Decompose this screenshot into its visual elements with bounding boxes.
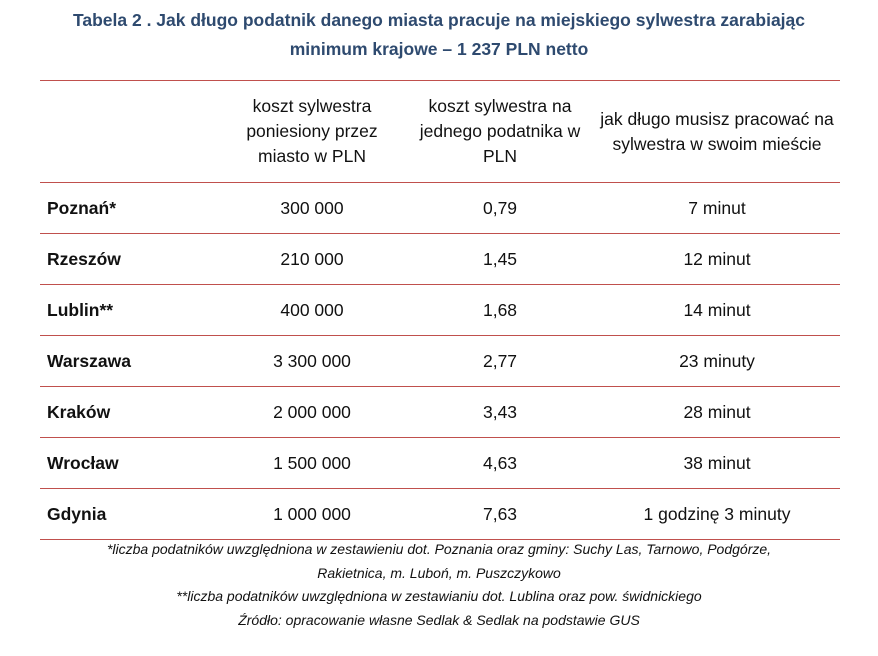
- cell-city: Kraków: [47, 401, 111, 422]
- cell-city: Rzeszów: [47, 248, 121, 269]
- cell-work-time: 28 minut: [683, 401, 751, 422]
- table-row: [40, 234, 840, 285]
- header-city: [40, 81, 218, 183]
- cell-cost-total: 1 500 000: [273, 452, 351, 473]
- cell-cost-total: 300 000: [280, 197, 344, 218]
- cell-work-time: 1 godzinę 3 minuty: [643, 503, 791, 524]
- cell-cost-total: 400 000: [280, 299, 344, 320]
- cell-city: Warszawa: [47, 350, 131, 371]
- cell-work-time: 38 minut: [683, 452, 751, 473]
- cell-work-time: 12 minut: [683, 248, 751, 269]
- table-row: [40, 489, 840, 540]
- header-work-time: jak długo musisz pracować na sylwestra w swoim mieście: [600, 108, 834, 154]
- footnote-1-line-2: Rakietnica, m. Luboń, m. Puszczykowo: [317, 564, 561, 581]
- cell-cost-per-taxpayer: 2,77: [482, 350, 518, 371]
- cell-work-time: 14 minut: [683, 299, 751, 320]
- cell-cost-total: 1 000 000: [273, 503, 351, 524]
- source-note: Źródło: opracowanie własne Sedlak & Sedlak na podstawie GUS: [238, 611, 640, 628]
- header-cost-per-taxpayer: koszt sylwestra na jednego podatnika w PLN: [419, 96, 581, 166]
- footnotes: [0, 538, 878, 632]
- cell-city: Gdynia: [47, 503, 107, 524]
- table-row: [40, 285, 840, 336]
- cell-cost-total: 210 000: [280, 248, 344, 269]
- cell-cost-per-taxpayer: 1,68: [482, 299, 518, 320]
- cell-cost-per-taxpayer: 1,45: [482, 248, 518, 269]
- table-header-row: [40, 81, 840, 183]
- table-row: [40, 336, 840, 387]
- table-title-line-2: minimum krajowe – 1 237 PLN netto: [289, 39, 589, 59]
- footnote-1-line-1: *liczba podatników uwzględniona w zestawieniu dot. Poznania oraz gminy: Suchy Las, Tarnowo, Podgórze,: [106, 541, 772, 557]
- table-title: [0, 6, 878, 64]
- cell-cost-per-taxpayer: 7,63: [482, 503, 518, 524]
- cell-cost-total: 2 000 000: [273, 401, 351, 422]
- cell-city: Wrocław: [47, 452, 119, 473]
- cell-cost-per-taxpayer: 4,63: [482, 452, 518, 473]
- table-row: [40, 438, 840, 489]
- cell-city: Poznań*: [47, 197, 117, 218]
- data-table: [40, 80, 840, 540]
- table-title-line-1: Tabela 2 . Jak długo podatnik danego miasta pracuje na miejskiego sylwestra zarabiając: [72, 10, 806, 30]
- table-row: [40, 183, 840, 234]
- cell-cost-per-taxpayer: 3,43: [482, 401, 518, 422]
- footnote-2: **liczba podatników uwzględniona w zestawianiu dot. Lublina oraz pow. świdnickiego: [176, 588, 702, 604]
- cell-work-time: 7 minut: [688, 197, 746, 218]
- header-cost-total: koszt sylwestra poniesiony przez miasto w PLN: [246, 96, 378, 166]
- cell-cost-total: 3 300 000: [273, 350, 351, 371]
- cell-work-time: 23 minuty: [679, 350, 755, 371]
- cell-city: Lublin**: [47, 299, 114, 320]
- cell-cost-per-taxpayer: 0,79: [482, 197, 518, 218]
- table-row: [40, 387, 840, 438]
